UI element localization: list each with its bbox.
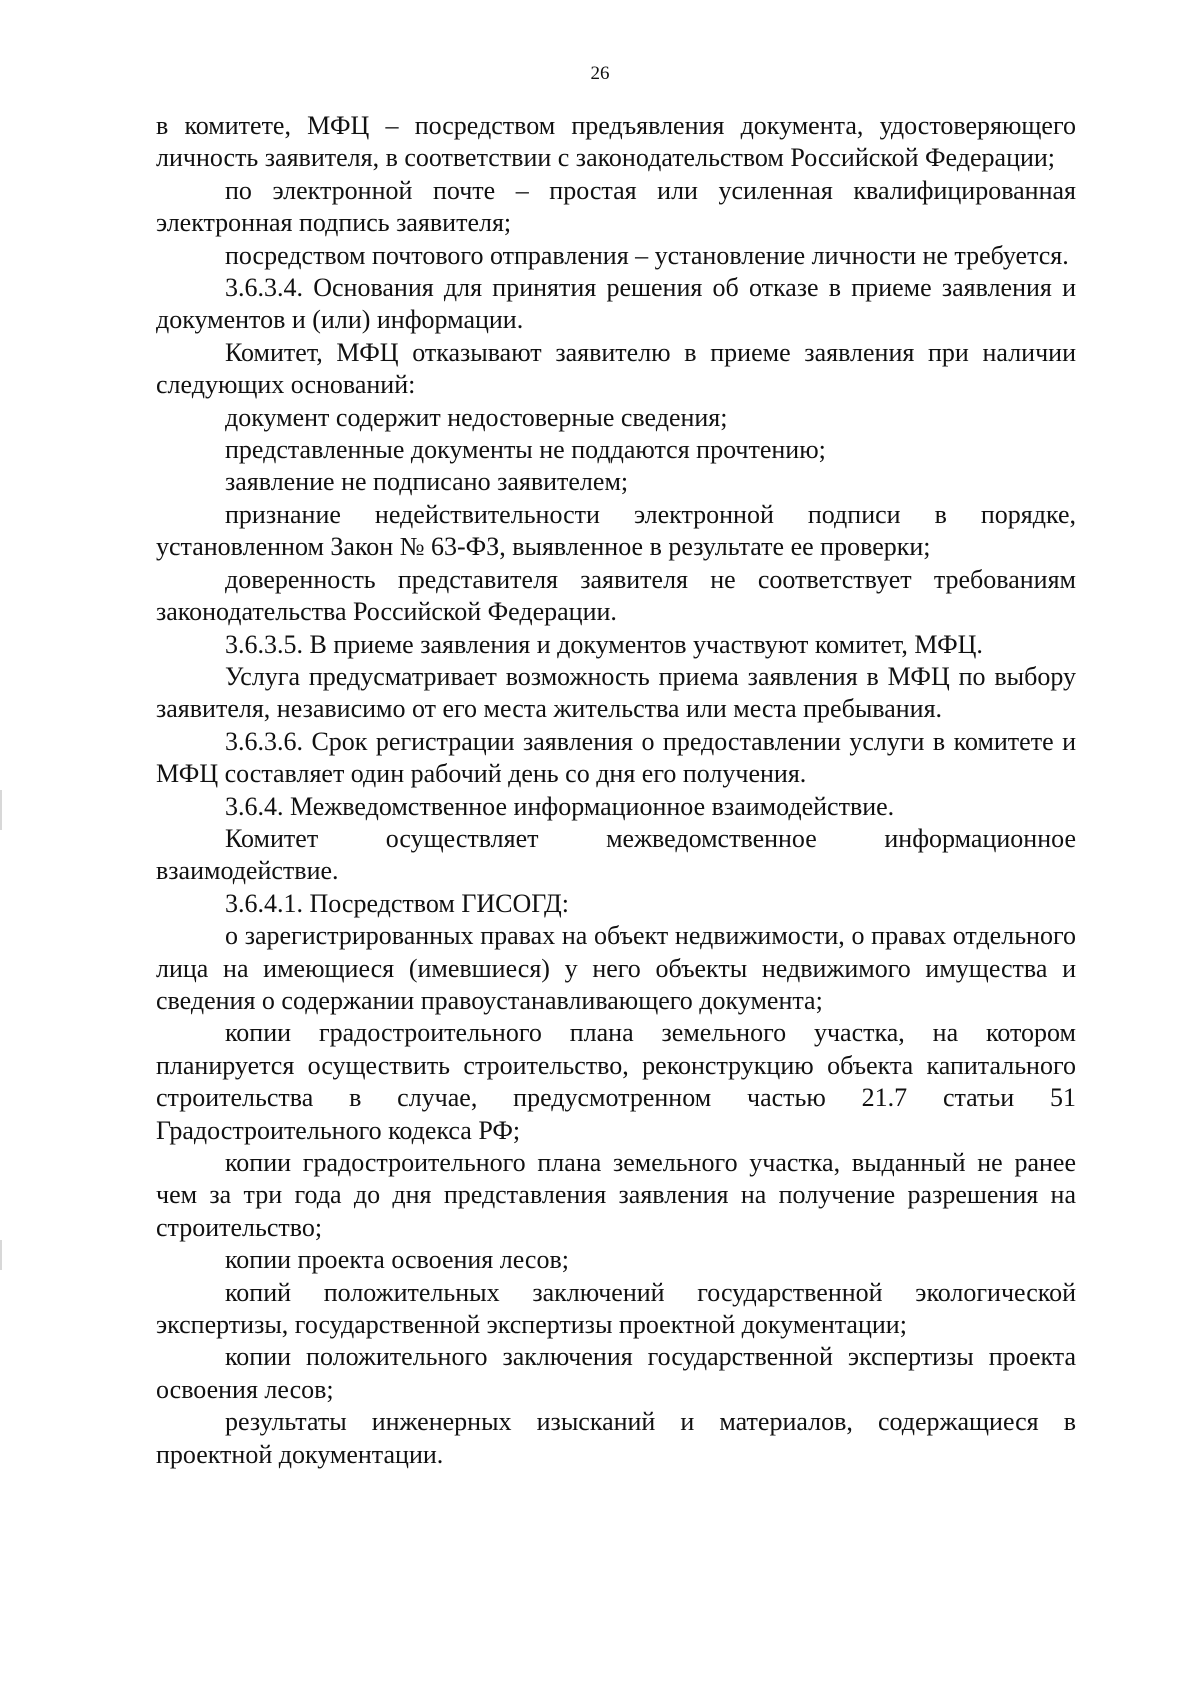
paragraph: доверенность представителя заявителя не соответствует требованиям законодательства Российской Федерации.	[156, 564, 1076, 627]
paragraph-section-3-6-4: 3.6.4. Межведомственное информационное взаимодействие.	[225, 791, 895, 821]
scan-edge-mark	[0, 790, 2, 830]
paragraph-section-3-6-3-6: 3.6.3.6. Срок регистрации заявления о предоставлении услуги в комитете и МФЦ составляет один рабочий день со дня его получения.	[156, 726, 1076, 789]
paragraph: заявление не подписано заявителем;	[225, 467, 629, 497]
paragraph: копий положительных заключений государственной экологической экспертизы, государственной экспертизы проектной документации;	[156, 1277, 1076, 1340]
document-body	[156, 110, 1076, 1471]
scan-edge-mark	[0, 1240, 2, 1270]
paragraph: копии градостроительного плана земельного участка, выданный не ранее чем за три года до дня представления заявления на получение разрешения на строительство;	[156, 1148, 1076, 1242]
paragraph: посредством почтового отправления – установление личности не требуется.	[225, 240, 1069, 270]
paragraph-section-3-6-3-4: 3.6.3.4. Основания для принятия решения об отказе в приеме заявления и документов и (или) информации.	[156, 273, 1076, 335]
paragraph: копии проекта освоения лесов;	[225, 1245, 569, 1275]
paragraph: признание недействительности электронной подписи в порядке, установленном Закон № 63-ФЗ, выявленное в результате ее проверки;	[156, 499, 1076, 562]
paragraph: копии положительного заключения государственной экспертизы проекта освоения лесов;	[156, 1342, 1076, 1404]
paragraph-section-3-6-3-5: 3.6.3.5. В приеме заявления и документов участвуют комитет, МФЦ.	[225, 629, 983, 659]
page-number: 26	[590, 63, 610, 84]
paragraph: результаты инженерных изысканий и материалов, содержащиеся в проектной документации.	[156, 1407, 1076, 1469]
paragraph: о зарегистрированных правах на объект недвижимости, о правах отдельного лица на имеющиеся (имевшиеся) у него объекты недвижимого имущества и сведения о содержании правоустанавливающего документа;	[156, 921, 1076, 1015]
paragraph: документ содержит недостоверные сведения;	[225, 402, 728, 432]
paragraph: Услуга предусматривает возможность приема заявления в МФЦ по выбору заявителя, независимо от его места жительства или места пребывания.	[156, 661, 1076, 724]
paragraph: Комитет, МФЦ отказывают заявителю в приеме заявления при наличии следующих оснований:	[156, 337, 1076, 400]
paragraph: представленные документы не поддаются прочтению;	[225, 435, 826, 465]
paragraph: Комитет осуществляет межведомственное информационное взаимодействие.	[156, 823, 1076, 886]
paragraph-continuation: в комитете, МФЦ – посредством предъявления документа, удостоверяющего личность заявителя, в соответствии с законодательством Российской Федерации;	[156, 111, 1076, 173]
paragraph: по электронной почте – простая или усиленная квалифицированная электронная подпись заявителя;	[156, 175, 1076, 238]
paragraph: копии градостроительного плана земельного участка, на котором планируется осуществить строительство, реконструкцию объекта капитального строительства в случае, предусмотренном частью 21.7 статьи 51 Градостроительного кодекса РФ;	[156, 1018, 1076, 1145]
paragraph-section-3-6-4-1: 3.6.4.1. Посредством ГИСОГД:	[225, 888, 569, 918]
